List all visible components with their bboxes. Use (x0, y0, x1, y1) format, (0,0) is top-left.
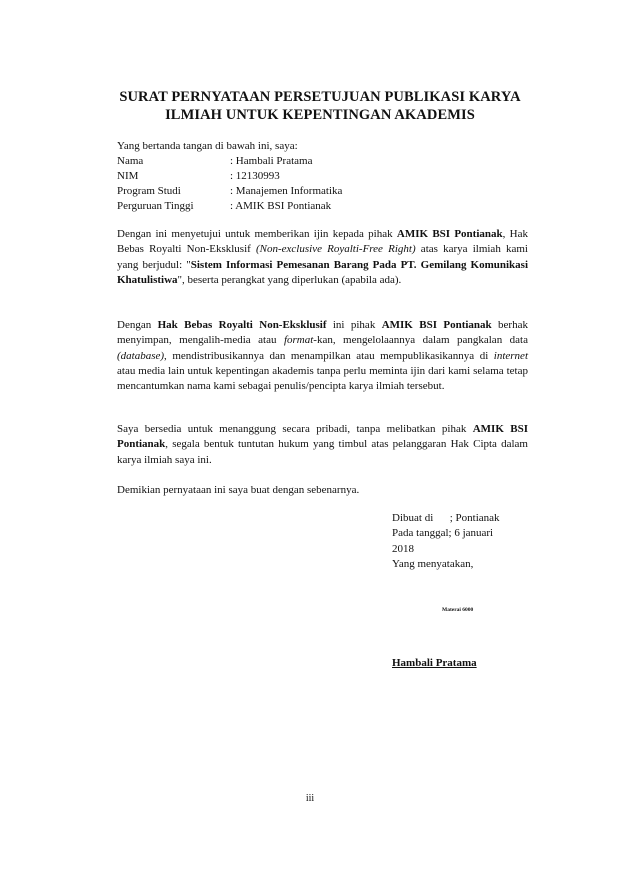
sign-date-line-2: 2018 (392, 542, 414, 555)
para-text: , mendistribusikannya dan menampilkan atau mempublikasikannya di (164, 349, 494, 362)
field-label: NIM (117, 170, 139, 182)
document-title-line-1: SURAT PERNYATAAN PERSETUJUAN PUBLIKASI KARYA (119, 89, 521, 105)
para-bold: AMIK BSI Pontianak (396, 228, 503, 240)
para-text: ini pihak (326, 319, 382, 331)
para-text: -kan, mengelolaannya dalam pangkalan data (313, 334, 528, 347)
para-text: Dengan (117, 319, 158, 331)
thesis-title: Sistem Informasi Pemesanan Barang Pada PT. Gemilang Komunikasi Khatulistiwa (117, 258, 529, 286)
para-italic: internet (493, 349, 528, 362)
sign-date-line-1: Pada tanggal; 6 januari (392, 527, 494, 540)
para-text: Dengan ini menyetujui untuk memberikan ijin kepada pihak (117, 228, 397, 240)
para-text: , Hak Bebas Royalti Non-Eksklusif (117, 228, 528, 256)
sign-place: Dibuat di ; Pontianak (392, 512, 500, 524)
para-text: atau media lain untuk kepentingan akademis tanpa perlu meminta ijin dari kami selama tetap mencantumkan nama kami sebagai penulis/pencipta karya ilmiah tersebut. (117, 364, 528, 393)
field-value: : AMIK BSI Pontianak (230, 200, 332, 212)
signature-block (392, 511, 532, 572)
intro-text: Yang bertanda tangan di bawah ini, saya: (117, 140, 298, 152)
closing-statement: Demikian pernyataan ini saya buat dengan sebenarnya. (117, 484, 360, 496)
para-text: berhak menyimpan, mengalih-media atau (117, 319, 528, 347)
field-label: Nama (117, 155, 144, 167)
para-text: atas karya ilmiah kami yang berjudul: " (117, 243, 528, 271)
signer-name: Hambali Pratama (392, 657, 477, 669)
sign-declarant: Yang menyatakan, (392, 557, 474, 570)
paragraph-consent (117, 227, 528, 288)
field-value: : Manajemen Informatika (230, 185, 343, 197)
para-bold: AMIK BSI Pontianak (117, 423, 528, 451)
para-text: , segala bentuk tuntutan hukum yang timbul atas pelanggaran Hak Cipta dalam karya ilmiah saya ini. (117, 438, 528, 466)
para-italic: (Non-exclusive Royalti-Free Right) (256, 243, 416, 256)
field-value: : Hambali Pratama (230, 155, 313, 167)
field-label: Program Studi (117, 185, 181, 197)
paragraph-liability (117, 422, 528, 468)
para-text: Saya bersedia untuk menanggung secara pribadi, tanpa melibatkan pihak (117, 423, 473, 435)
field-label: Perguruan Tinggi (117, 200, 194, 212)
materai-stamp-label: Materai 6000 (442, 607, 474, 613)
page-number: iii (305, 793, 315, 804)
paragraph-rights (117, 318, 528, 394)
para-bold: AMIK BSI Pontianak (381, 319, 492, 331)
document-title-line-2: ILMIAH UNTUK KEPENTINGAN AKADEMIS (165, 107, 475, 123)
para-text: ", beserta perangkat yang diperlukan (apabila ada). (177, 273, 402, 286)
para-italic: (database) (117, 349, 165, 362)
para-italic: format (283, 334, 314, 347)
field-value: : 12130993 (230, 170, 280, 182)
para-bold: Hak Bebas Royalti Non-Eksklusif (157, 319, 327, 331)
